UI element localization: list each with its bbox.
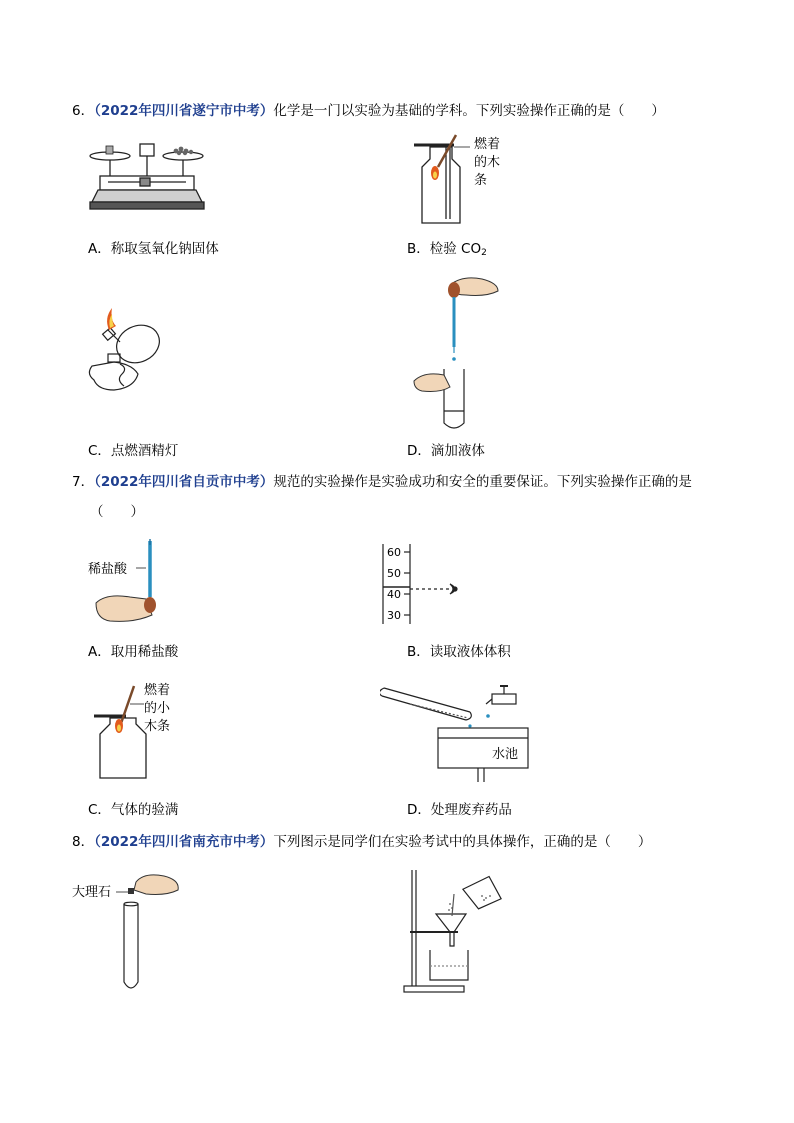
- question-number: 6．: [72, 103, 95, 119]
- question-source: （2022年四川省遂宁市中考）: [94, 103, 274, 119]
- marble-test-tube-figure: [72, 870, 184, 994]
- gas-full-test-figure: [92, 682, 184, 782]
- label-line: 燃着: [144, 683, 171, 698]
- option-6a: A．称取氢氧化钠固体: [88, 241, 219, 257]
- hcl-dropper-figure: [86, 537, 176, 627]
- tick-label: 60: [387, 546, 401, 559]
- sink-label: 水池: [492, 747, 519, 762]
- question-7-paren: （ ）: [90, 504, 144, 520]
- question-6: [72, 101, 665, 121]
- reagent-label: 大理石: [72, 885, 112, 900]
- question-number: 7．: [72, 474, 95, 490]
- balance-figure: [88, 136, 206, 214]
- question-stem: 规范的实验操作是实验成功和安全的重要保证。下列实验操作正确的是: [273, 474, 692, 490]
- label-line: 的小: [144, 701, 171, 716]
- alcohol-lamp-figure: [82, 308, 170, 400]
- filtration-figure: [402, 866, 508, 996]
- option-7d: D．处理废弃药品: [407, 802, 512, 818]
- option-6c: C．点燃酒精灯: [88, 443, 179, 459]
- question-stem: 下列图示是同学们在实验考试中的具体操作，正确的是（ ）: [273, 834, 652, 850]
- question-8: [72, 832, 651, 852]
- option-7a: A．取用稀盐酸: [88, 644, 179, 660]
- question-7: [72, 472, 692, 492]
- option-7c: C．气体的验满: [88, 802, 179, 818]
- sink-disposal-figure: [380, 682, 530, 786]
- cylinder-reading-figure: [378, 542, 468, 626]
- label-line: 的木: [474, 155, 501, 170]
- label-line: 条: [474, 173, 488, 188]
- question-source: （2022年四川省南充市中考）: [94, 834, 274, 850]
- question-number: 8．: [72, 834, 95, 850]
- reagent-label: 稀盐酸: [88, 562, 128, 577]
- tick-label: 30: [387, 609, 401, 622]
- option-7b: B．读取液体体积: [407, 644, 511, 660]
- gas-bottle-figure: [410, 133, 505, 225]
- tick-label: 50: [387, 567, 401, 580]
- question-source: （2022年四川省自贡市中考）: [94, 474, 274, 490]
- dropper-figure: [410, 273, 502, 431]
- option-6d: D．滴加液体: [407, 443, 485, 459]
- option-6b: B．检验 $CO_2$: [407, 241, 487, 258]
- tick-label: 40: [387, 588, 401, 601]
- label-line: 木条: [144, 719, 171, 734]
- label-line: 燃着: [474, 137, 501, 152]
- question-stem: 化学是一门以实验为基础的学科。下列实验操作正确的是（ ）: [273, 103, 665, 119]
